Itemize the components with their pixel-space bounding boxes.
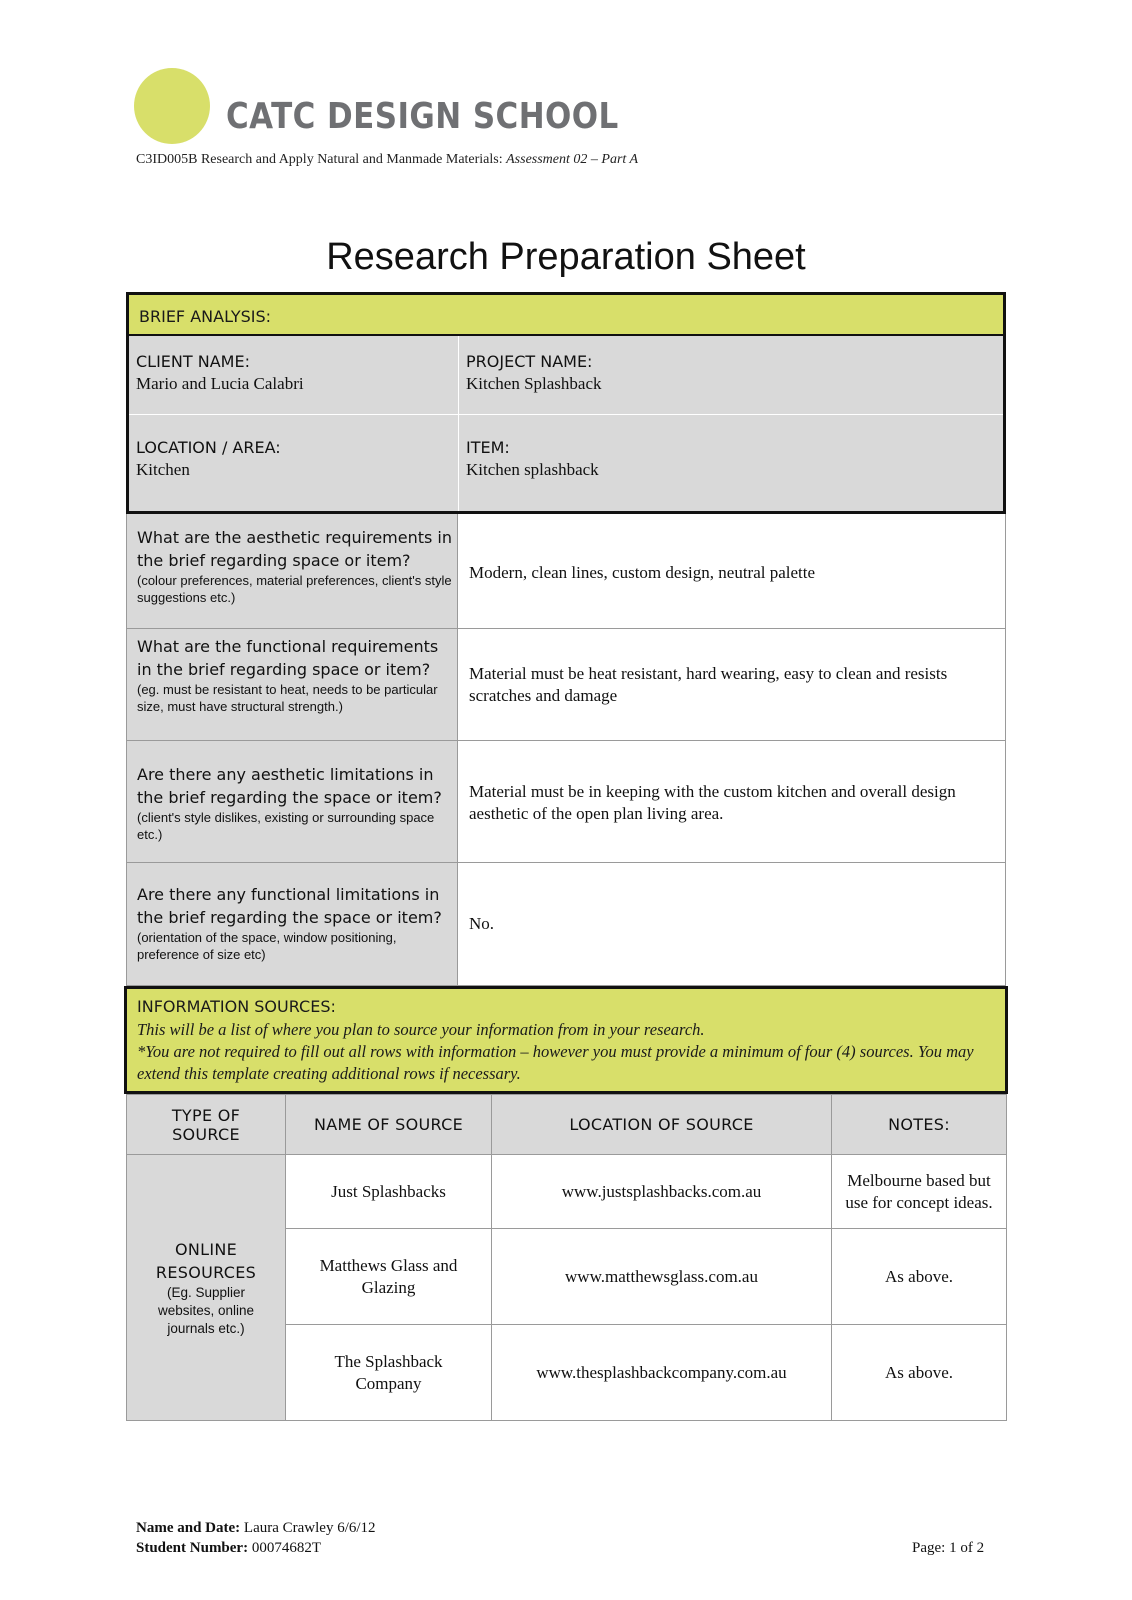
brief-divider-vertical bbox=[458, 336, 459, 511]
table-row bbox=[127, 1155, 1007, 1229]
item-label: ITEM: bbox=[466, 438, 510, 457]
sources-table-header bbox=[127, 1095, 1007, 1155]
column-header-notes: NOTES: bbox=[832, 1095, 1007, 1155]
question-text: Are there any functional limitations in the brief regarding the space or item? bbox=[137, 885, 442, 927]
project-name-label: PROJECT NAME: bbox=[466, 352, 593, 371]
page-title: Research Preparation Sheet bbox=[326, 236, 806, 278]
question-text: Are there any aesthetic limitations in the brief regarding the space or item? bbox=[137, 765, 442, 807]
sources-table bbox=[126, 1094, 1007, 1421]
source-name: Matthews Glass and Glazing bbox=[286, 1229, 492, 1325]
column-header-type: TYPE OF SOURCE bbox=[127, 1095, 286, 1155]
source-name: The Splashback Company bbox=[286, 1325, 492, 1421]
question-hint: (orientation of the space, window positioning, preference of size etc) bbox=[137, 930, 397, 962]
question-cell bbox=[127, 863, 458, 985]
brief-analysis-heading: BRIEF ANALYSIS: bbox=[139, 307, 272, 326]
name-date-value: Laura Crawley 6/6/12 bbox=[243, 1520, 376, 1536]
brief-analysis-header bbox=[126, 292, 1006, 336]
source-location: www.justsplashbacks.com.au bbox=[492, 1155, 832, 1229]
location-value: Kitchen bbox=[136, 460, 190, 479]
source-notes: As above. bbox=[832, 1325, 1007, 1421]
source-location: www.thesplashbackcompany.com.au bbox=[492, 1325, 832, 1421]
student-number bbox=[136, 1540, 321, 1557]
question-hint: (colour preferences, material preferences, client's style suggestions etc.) bbox=[137, 573, 452, 605]
question-row-functional-requirements bbox=[126, 629, 1006, 741]
client-name-label: CLIENT NAME: bbox=[136, 352, 250, 371]
page-number: Page: 1 of 2 bbox=[912, 1540, 985, 1556]
logo-circle bbox=[134, 68, 210, 144]
answer-text: No. bbox=[469, 914, 495, 933]
column-header-name: NAME OF SOURCE bbox=[286, 1095, 492, 1155]
information-sources-box bbox=[124, 986, 1008, 1094]
student-number-label: Student Number: bbox=[136, 1540, 249, 1556]
source-type-label: ONLINE RESOURCES bbox=[155, 1239, 257, 1282]
source-location: www.matthewsglass.com.au bbox=[492, 1229, 832, 1325]
source-notes: Melbourne based but use for concept ideas. bbox=[832, 1155, 1007, 1229]
name-date-label: Name and Date: bbox=[136, 1520, 241, 1536]
question-cell bbox=[127, 629, 458, 740]
answer-text: Modern, clean lines, custom design, neutral palette bbox=[469, 563, 816, 582]
course-title-line bbox=[136, 152, 638, 168]
project-name-value: Kitchen Splashback bbox=[466, 374, 602, 393]
information-sources-note: *You are not required to fill out all rows with information – however you must provide a minimum of four (4) sources. You may extend this template creating additional rows if necessary. bbox=[137, 1042, 974, 1083]
question-hint: (client's style dislikes, existing or surrounding space etc.) bbox=[137, 810, 435, 842]
question-row-aesthetic-requirements bbox=[126, 514, 1006, 629]
location-label: LOCATION / AREA: bbox=[136, 438, 281, 457]
logo-text: CATC DESIGN SCHOOL bbox=[226, 96, 619, 137]
information-sources-heading: INFORMATION SOURCES: bbox=[137, 997, 336, 1016]
question-text: What are the aesthetic requirements in the brief regarding space or item? bbox=[137, 528, 453, 570]
question-cell bbox=[127, 514, 458, 628]
answer-text: Material must be heat resistant, hard wearing, easy to clean and resists scratches and damage bbox=[469, 664, 948, 705]
question-text: What are the functional requirements in the brief regarding space or item? bbox=[137, 637, 439, 679]
name-and-date bbox=[136, 1520, 376, 1537]
information-sources-instruction: This will be a list of where you plan to source your information from in your research. bbox=[137, 1020, 705, 1039]
brief-divider-horizontal bbox=[129, 414, 1003, 415]
item-value: Kitchen splashback bbox=[466, 460, 599, 479]
column-header-location: LOCATION OF SOURCE bbox=[492, 1095, 832, 1155]
question-row-functional-limitations bbox=[126, 863, 1006, 986]
source-notes: As above. bbox=[832, 1229, 1007, 1325]
question-hint: (eg. must be resistant to heat, needs to be particular size, must have structural strength.) bbox=[137, 682, 438, 714]
source-name: Just Splashbacks bbox=[286, 1155, 492, 1229]
answer-text: Material must be in keeping with the custom kitchen and overall design aesthetic of the open plan living area. bbox=[469, 782, 956, 823]
question-row-aesthetic-limitations bbox=[126, 741, 1006, 863]
course-code-title: C3ID005B Research and Apply Natural and Manmade Materials: bbox=[136, 152, 503, 167]
student-number-value: 00074682T bbox=[251, 1540, 322, 1556]
assessment-label: Assessment 02 – Part A bbox=[506, 152, 639, 167]
client-name-value: Mario and Lucia Calabri bbox=[136, 374, 304, 393]
source-type-cell bbox=[127, 1155, 286, 1421]
source-type-hint: (Eg. Supplier websites, online journals etc.) bbox=[157, 1284, 255, 1336]
question-cell bbox=[127, 741, 458, 862]
